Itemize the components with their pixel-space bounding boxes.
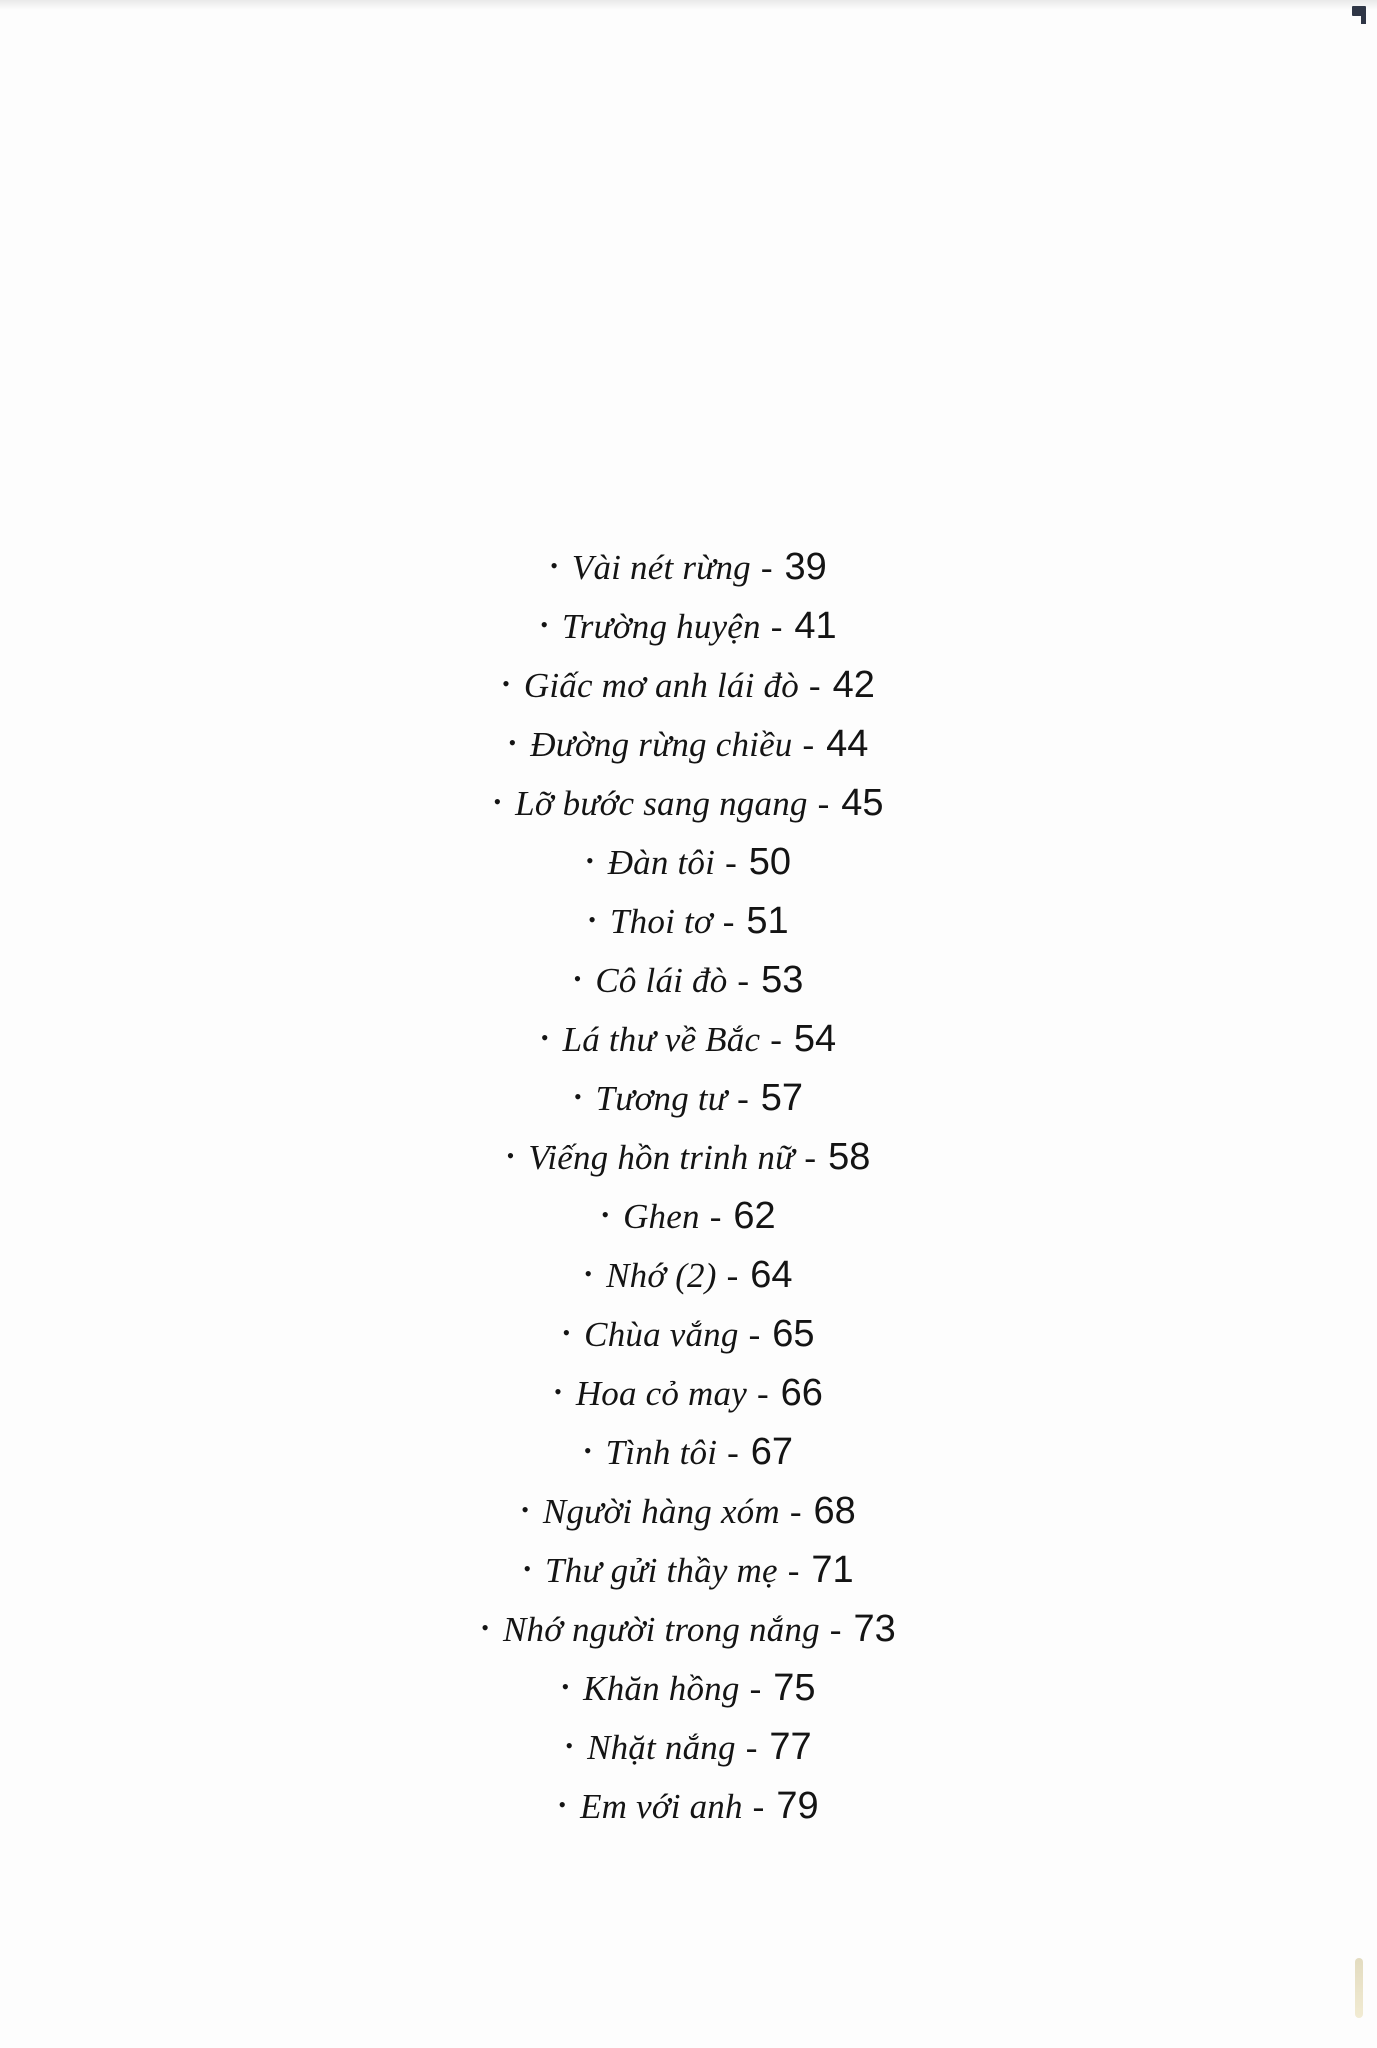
toc-entry: [0, 1600, 1377, 1659]
binding-mark-bottom: [1355, 1958, 1363, 2018]
bullet-icon: •: [573, 965, 582, 991]
entry-separator: -: [749, 1668, 762, 1708]
toc-entry: [0, 892, 1377, 951]
entry-title: Tình tôi: [605, 1432, 718, 1472]
page-top-edge: [0, 0, 1377, 10]
bullet-icon: •: [540, 611, 549, 637]
bullet-icon: •: [601, 1201, 610, 1227]
toc-entry: [0, 1541, 1377, 1600]
entry-title: Viếng hồn trinh nữ: [528, 1137, 795, 1177]
entry-title: Đường rừng chiều: [530, 724, 793, 764]
bullet-icon: •: [562, 1319, 571, 1345]
entry-separator: -: [802, 724, 815, 764]
entry-separator: -: [737, 960, 750, 1000]
entry-page-number: 67: [750, 1431, 794, 1473]
entry-separator: -: [770, 1019, 782, 1059]
entry-page-number: 54: [793, 1018, 837, 1060]
entry-page-number: 75: [773, 1667, 816, 1709]
entry-page-number: 64: [750, 1254, 793, 1296]
entry-page-number: 77: [769, 1726, 812, 1768]
toc-entry: [0, 1305, 1377, 1364]
toc-entry: [0, 1659, 1377, 1718]
entry-separator: -: [725, 842, 737, 882]
entry-page-number: 50: [748, 841, 791, 883]
bullet-icon: •: [508, 729, 517, 755]
toc-entry: [0, 597, 1377, 656]
entry-page-number: 44: [826, 723, 869, 765]
entry-page-number: 79: [776, 1785, 819, 1827]
entry-page-number: 57: [760, 1077, 804, 1119]
toc-entry: [0, 1777, 1377, 1836]
entry-title: Lỡ bước sang ngang: [515, 783, 808, 823]
entry-separator: -: [737, 1078, 749, 1118]
toc-entry: [0, 1718, 1377, 1777]
entry-separator: -: [756, 1373, 769, 1413]
entry-separator: -: [748, 1314, 761, 1354]
toc-entry: [0, 1010, 1377, 1069]
toc-entry: [0, 538, 1377, 597]
entry-separator: -: [787, 1550, 800, 1590]
entry-page-number: 66: [780, 1372, 823, 1414]
entry-separator: -: [752, 1786, 765, 1826]
entry-page-number: 62: [733, 1195, 776, 1237]
entry-title: Vài nét rừng: [571, 547, 751, 587]
bullet-icon: •: [558, 1791, 567, 1817]
entry-separator: -: [829, 1609, 842, 1649]
bullet-icon: •: [523, 1555, 532, 1581]
entry-title: Cô lái đò: [595, 960, 728, 1000]
entry-separator: -: [789, 1491, 802, 1531]
entry-separator: -: [745, 1727, 758, 1767]
entry-page-number: 71: [811, 1549, 854, 1591]
toc-entry: [0, 951, 1377, 1010]
entry-title: Giấc mơ anh lái đò: [523, 665, 799, 705]
entry-page-number: 42: [832, 664, 875, 706]
bullet-icon: •: [565, 1732, 574, 1758]
entry-title: Nhớ người trong nắng: [502, 1609, 820, 1649]
entry-page-number: 39: [784, 546, 827, 588]
bullet-icon: •: [481, 1614, 489, 1640]
bullet-icon: •: [521, 1496, 529, 1522]
binding-mark-top: [1352, 6, 1366, 16]
entry-title: Hoa cỏ may: [575, 1373, 747, 1413]
bullet-icon: •: [585, 847, 594, 873]
entry-title: Em với anh: [580, 1786, 743, 1826]
entry-page-number: 58: [828, 1136, 871, 1178]
toc-entry: [0, 1187, 1377, 1246]
entry-title: Thoi tơ: [610, 901, 713, 941]
entry-page-number: 65: [772, 1313, 815, 1355]
entry-page-number: 41: [794, 605, 837, 647]
entry-page-number: 51: [746, 900, 789, 942]
entry-page-number: 73: [853, 1608, 896, 1650]
entry-separator: -: [817, 783, 830, 823]
entry-separator: -: [804, 1137, 817, 1177]
bullet-icon: •: [584, 1260, 593, 1286]
entry-title: Nhặt nắng: [587, 1727, 736, 1767]
bullet-icon: •: [550, 552, 558, 578]
entry-separator: -: [726, 1255, 739, 1295]
toc-entry: [0, 1364, 1377, 1423]
toc-entry: [0, 774, 1377, 833]
toc-entry: [0, 1069, 1377, 1128]
entry-page-number: 45: [841, 782, 884, 824]
entry-separator: -: [770, 606, 783, 646]
entry-page-number: 53: [761, 959, 804, 1001]
bullet-icon: •: [502, 670, 510, 696]
entry-separator: -: [722, 901, 735, 941]
bullet-icon: •: [588, 906, 596, 932]
entry-separator: -: [727, 1432, 739, 1472]
entry-title: Lá thư về Bắc: [562, 1019, 761, 1059]
entry-separator: -: [808, 665, 821, 705]
entry-separator: -: [760, 547, 773, 587]
bullet-icon: •: [506, 1142, 515, 1168]
bullet-icon: •: [573, 1083, 582, 1109]
toc-entry: [0, 1423, 1377, 1482]
bullet-icon: •: [583, 1437, 592, 1463]
entry-separator: -: [709, 1196, 722, 1236]
bullet-icon: •: [540, 1024, 549, 1050]
bullet-icon: •: [493, 788, 502, 814]
bullet-icon: •: [554, 1378, 562, 1404]
toc-entry: [0, 1246, 1377, 1305]
entry-title: Đàn tôi: [607, 842, 716, 882]
entry-title: Khăn hồng: [583, 1668, 740, 1708]
entry-title: Nhớ (2): [606, 1255, 717, 1295]
bullet-icon: •: [561, 1673, 570, 1699]
entry-page-number: 68: [813, 1490, 856, 1532]
toc-entry: [0, 833, 1377, 892]
toc-entry: [0, 1482, 1377, 1541]
entry-title: Thư gửi thầy mẹ: [545, 1550, 778, 1590]
entry-title: Người hàng xóm: [542, 1491, 780, 1531]
toc-entry: [0, 1128, 1377, 1187]
toc-entry: [0, 715, 1377, 774]
entry-title: Ghen: [623, 1196, 700, 1236]
toc-entry: [0, 656, 1377, 715]
table-of-contents: [0, 538, 1377, 1836]
entry-title: Chùa vắng: [584, 1314, 739, 1354]
entry-title: Trường huyện: [562, 606, 761, 646]
entry-title: Tương tư: [595, 1078, 728, 1118]
